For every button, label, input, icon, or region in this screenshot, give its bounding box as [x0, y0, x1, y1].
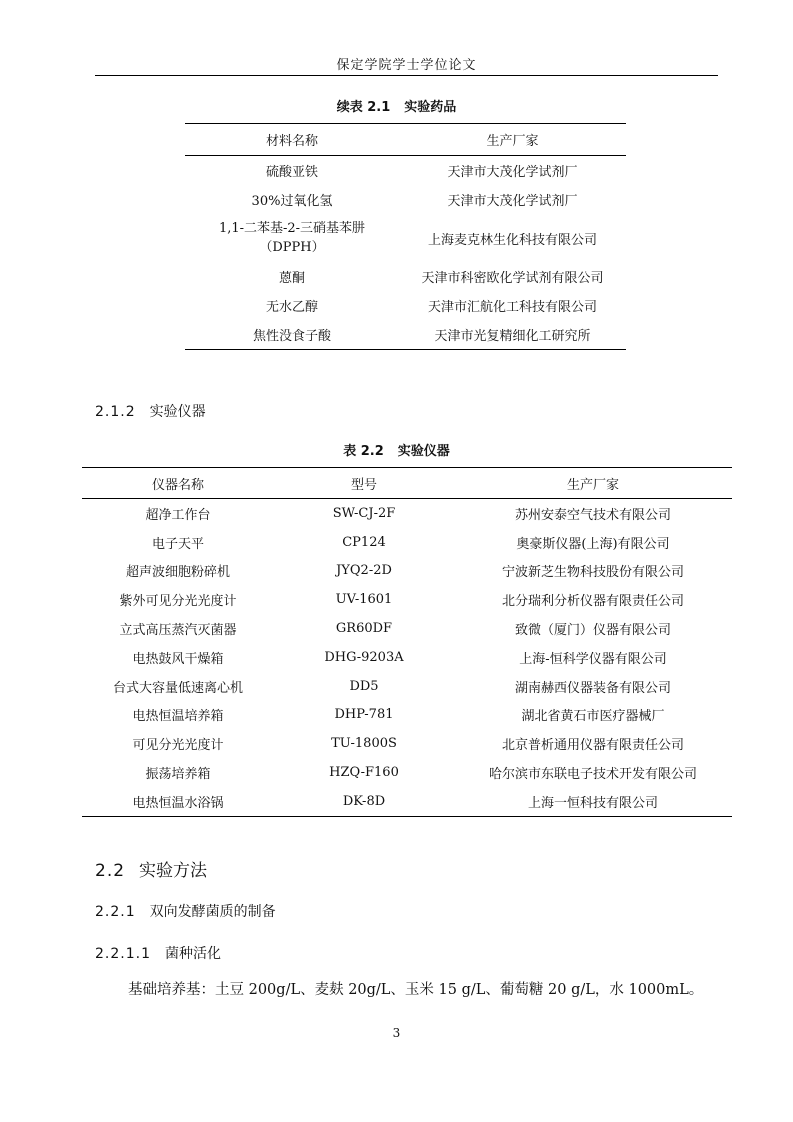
table-row — [82, 729, 732, 758]
table-row — [185, 262, 626, 291]
instrument-model: CP124 — [342, 534, 386, 550]
table-header-row — [185, 124, 626, 156]
reagent-name-line2: （DPPH） — [259, 240, 325, 255]
instrument-name: 电热恒温培养箱 — [132, 709, 224, 725]
section-number: 2.2.1 — [95, 904, 136, 920]
instrument-maker: 湖北省黄石市医疗器械厂 — [521, 709, 665, 725]
reagent-maker: 天津市大茂化学试剂厂 — [447, 194, 578, 209]
table1-caption — [0, 96, 793, 115]
instrument-maker: 奥豪斯仪器(上海)有限公司 — [516, 536, 670, 552]
instrument-maker: 宁波新芝生物科技股份有限公司 — [501, 565, 684, 581]
instrument-name: 电热恒温水浴锅 — [132, 795, 224, 811]
table-row — [82, 557, 732, 586]
instrument-name: 台式大容量低速离心机 — [112, 680, 243, 696]
section-heading-2-1-2 — [95, 401, 206, 421]
table-header-row — [82, 468, 732, 499]
header-rule — [95, 75, 718, 76]
body-paragraph: 基础培养基：土豆 200g/L、麦麸 20g/L、玉米 15 g/L、葡萄糖 20 g/L，水 1000mL。 — [128, 982, 704, 998]
instrument-name: 超净工作台 — [145, 507, 211, 523]
column-header: 生产厂家 — [399, 124, 626, 156]
instrument-name: 电热鼓风干燥箱 — [132, 651, 224, 667]
table-row — [185, 291, 626, 320]
instrument-maker: 北京普析通用仪器有限责任公司 — [501, 738, 684, 754]
instrument-maker: 哈尔滨市东联电子技术开发有限公司 — [488, 767, 697, 783]
section-number: 2.1.2 — [95, 404, 136, 420]
instrument-maker: 上海一恒科技有限公司 — [527, 795, 658, 811]
section-title: 实验仪器 — [149, 404, 206, 420]
instrument-model: DHG-9203A — [324, 649, 404, 665]
table2-caption-number: 表 2.2 — [343, 444, 384, 459]
instrument-model: GR60DF — [335, 621, 393, 637]
section-title: 菌种活化 — [164, 946, 221, 962]
instrument-name: 超声波细胞粉碎机 — [125, 565, 230, 581]
instrument-model: DD5 — [349, 678, 379, 694]
instrument-model: SW-CJ-2F — [332, 505, 396, 521]
column-header: 型号 — [274, 468, 454, 499]
instrument-maker: 湖南赫西仪器装备有限公司 — [514, 680, 671, 696]
table2-caption — [0, 440, 793, 459]
table1-caption-number: 续表 2.1 — [336, 100, 391, 115]
reagent-name: 焦性没食子酸 — [252, 329, 331, 344]
instrument-name: 电子天平 — [151, 536, 204, 552]
table-row — [185, 156, 626, 186]
section-title: 双向发酵菌质的制备 — [149, 904, 276, 920]
instrument-name: 振荡培养箱 — [145, 767, 211, 783]
table-row — [82, 614, 732, 643]
reagent-maker: 上海麦克林生化科技有限公司 — [427, 232, 597, 248]
instrument-name: 可见分光光度计 — [132, 738, 224, 754]
table-row — [82, 672, 732, 701]
reagent-maker: 天津市光复精细化工研究所 — [434, 329, 591, 344]
reagent-maker: 天津市大茂化学试剂厂 — [447, 165, 578, 180]
instrument-model: DK-8D — [342, 793, 386, 809]
table-row — [82, 528, 732, 557]
reagent-name-line1: 1,1-二苯基-2-三硝基苯肼 — [218, 221, 366, 236]
page-number: 3 — [392, 1026, 401, 1040]
column-header: 仪器名称 — [82, 468, 274, 499]
reagent-maker: 天津市汇航化工科技有限公司 — [427, 300, 597, 315]
section-title: 实验方法 — [139, 861, 208, 881]
section-heading-2-2-1 — [95, 901, 276, 921]
instrument-maker: 苏州安泰空气技术有限公司 — [514, 507, 671, 523]
reagent-name — [185, 214, 399, 262]
instrument-name: 立式高压蒸汽灭菌器 — [119, 623, 237, 639]
instrument-maker: 北分瑞利分析仪器有限责任公司 — [501, 594, 684, 610]
reagent-name: 无水乙醇 — [265, 300, 318, 315]
instrument-model: JYQ2-2D — [336, 563, 392, 579]
reagent-name: 30%过氧化氢 — [251, 194, 333, 209]
column-header: 材料名称 — [185, 124, 399, 156]
table2-caption-title: 实验仪器 — [397, 444, 450, 459]
table-row — [82, 787, 732, 816]
table-row — [82, 701, 732, 730]
section-heading-2-2-1-1 — [95, 943, 221, 963]
table-row — [185, 320, 626, 350]
instrument-maker: 上海-恒科学仪器有限公司 — [519, 651, 667, 667]
section-heading-2-2 — [95, 856, 207, 881]
instrument-name: 紫外可见分光光度计 — [119, 594, 237, 610]
instrument-model: HZQ-F160 — [329, 765, 399, 781]
instruments-table — [82, 467, 732, 817]
table1-caption-title: 实验药品 — [404, 100, 457, 115]
reagents-table — [185, 123, 626, 350]
column-header: 生产厂家 — [454, 468, 732, 499]
table-row — [82, 643, 732, 672]
table-row — [82, 758, 732, 787]
reagent-name: 硫酸亚铁 — [265, 165, 318, 180]
table-row — [82, 585, 732, 614]
table-row — [82, 499, 732, 528]
section-number: 2.2.1.1 — [95, 946, 151, 962]
instrument-maker: 致微（厦门）仪器有限公司 — [514, 623, 671, 639]
section-number: 2.2 — [95, 861, 126, 881]
reagent-name: 蒽酮 — [278, 271, 305, 286]
table-row — [185, 185, 626, 214]
instrument-model: DHP-781 — [334, 707, 394, 723]
instrument-model: TU-1800S — [331, 736, 397, 752]
running-header: 保定学院学士学位论文 — [336, 58, 477, 73]
table-row — [185, 214, 626, 262]
reagent-maker: 天津市科密欧化学试剂有限公司 — [421, 271, 604, 286]
instrument-model: UV-1601 — [335, 592, 393, 608]
